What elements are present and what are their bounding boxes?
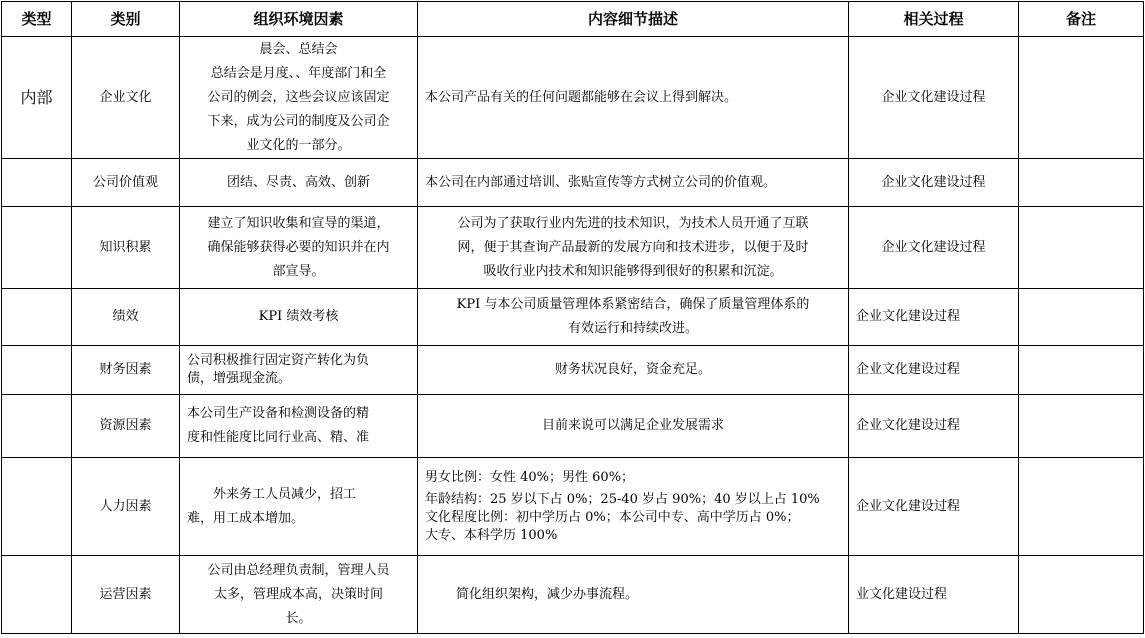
text-line: 确保能够获得必要的知识并在内 xyxy=(207,239,390,255)
cell-type xyxy=(2,346,72,395)
table-row xyxy=(2,159,1144,207)
cell-factor xyxy=(180,458,418,556)
text-line: 下来，成为公司的制度及公司企 xyxy=(207,113,390,129)
cell-category: 运营因素 xyxy=(72,556,180,634)
table-row xyxy=(2,395,1144,458)
org-environment-table xyxy=(1,1,1144,634)
cell-process: 企业文化建设过程 xyxy=(849,346,1019,395)
cell-factor xyxy=(180,395,418,458)
cell-note xyxy=(1019,395,1144,458)
header-factor: 组织环境因素 xyxy=(180,2,418,37)
text-line: 债，增强现金流。 xyxy=(187,371,292,386)
header-process: 相关过程 xyxy=(849,2,1019,37)
cell-note xyxy=(1019,289,1144,346)
text-line: 总结会是月度、、年度部门和全 xyxy=(210,65,387,81)
text-line: 业文化的一部分。 xyxy=(246,137,351,153)
text-line: 外来务工人员减少，招工 xyxy=(213,486,357,502)
cell-process: 企业文化建设过程 xyxy=(849,395,1019,458)
cell-factor: 团结、尽责、高效、创新 xyxy=(180,159,418,207)
cell-type xyxy=(2,159,72,207)
cell-factor xyxy=(180,556,418,634)
cell-type xyxy=(2,207,72,289)
text-line: 晨会、总结会 xyxy=(259,41,338,57)
text-line: 网，便于其查询产品最新的发展方向和技术进步，以便于及时 xyxy=(457,239,809,255)
header-row xyxy=(2,2,1144,37)
cell-detail: 本公司在内部通过培训、张贴宣传等方式树立公司的价值观。 xyxy=(418,159,849,207)
text-line: 部宣导。 xyxy=(272,263,325,279)
cell-detail xyxy=(418,37,849,159)
header-note: 备注 xyxy=(1019,2,1144,37)
text-line: KPI 与本公司质量管理体系紧密结合，确保了质量管理体系的 xyxy=(456,297,810,312)
text-line: 公司的例会，这些会议应该固定 xyxy=(207,89,390,105)
cell-note xyxy=(1019,37,1144,159)
text-line: 公司由总经理负责制，管理人员 xyxy=(207,562,390,578)
cell-factor: KPI 绩效考核 xyxy=(180,289,418,346)
text-line: 建立了知识收集和宣导的渠道， xyxy=(207,215,390,231)
table-row xyxy=(2,289,1144,346)
cell-factor xyxy=(180,346,418,395)
table-row xyxy=(2,37,1144,159)
cell-process: 企业文化建设过程 xyxy=(849,289,1019,346)
cell-process: 企业文化建设过程 xyxy=(849,458,1019,556)
cell-type xyxy=(2,289,72,346)
text-line: 本公司产品有关的任何问题都能够在会议上得到解决。 xyxy=(425,89,738,105)
text-line: 度和性能度比同行业高、精、准 xyxy=(187,430,370,445)
table-row xyxy=(2,207,1144,289)
header-detail: 内容细节描述 xyxy=(418,2,849,37)
text-line: 太多，管理成本高，决策时间 xyxy=(213,586,383,602)
cell-factor xyxy=(180,207,418,289)
cell-note xyxy=(1019,458,1144,556)
text-line: 年龄结构：25 岁以下占 0%；25-40 岁占 90%；40 岁以上占 10% xyxy=(425,491,820,507)
cell-category: 公司价值观 xyxy=(72,159,180,207)
text-line: 男女比例：女性 40%；男性 60%； xyxy=(425,469,635,485)
text-line: 公司积极推行固定资产转化为负 xyxy=(187,353,370,368)
cell-type xyxy=(2,395,72,458)
cell-process: 企业文化建设过程 xyxy=(849,159,1019,207)
table-row xyxy=(2,346,1144,395)
text-line: 长。 xyxy=(285,610,312,626)
cell-note xyxy=(1019,556,1144,634)
cell-type: 内部 xyxy=(2,37,72,159)
cell-note xyxy=(1019,346,1144,395)
table-row xyxy=(2,458,1144,556)
cell-category: 绩效 xyxy=(72,289,180,346)
cell-note xyxy=(1019,159,1144,207)
cell-category: 资源因素 xyxy=(72,395,180,458)
header-category: 类别 xyxy=(72,2,180,37)
cell-detail: 财务状况良好，资金充足。 xyxy=(418,346,849,395)
cell-process: 企业文化建设过程 xyxy=(849,37,1019,159)
text-line: 文化程度比例：初中学历占 0%；本公司中专、高中学历占 0%； xyxy=(425,509,800,525)
cell-note xyxy=(1019,207,1144,289)
cell-detail xyxy=(418,289,849,346)
text-line: 公司为了获取行业内先进的技术知识，为技术人员开通了互联 xyxy=(457,215,809,231)
cell-category: 企业文化 xyxy=(72,37,180,159)
cell-category: 人力因素 xyxy=(72,458,180,556)
text-line: 大专、本科学历 100% xyxy=(425,527,558,543)
cell-detail xyxy=(418,458,849,556)
cell-detail xyxy=(418,207,849,289)
cell-category: 财务因素 xyxy=(72,346,180,395)
header-type: 类型 xyxy=(2,2,72,37)
text-line: 吸收行业内技术和知识能够得到很好的积累和沉淀。 xyxy=(483,263,783,279)
cell-category: 知识积累 xyxy=(72,207,180,289)
text-line: 本公司生产设备和检测设备的精 xyxy=(187,406,370,421)
cell-process: 企业文化建设过程 xyxy=(849,207,1019,289)
cell-detail: 目前来说可以满足企业发展需求 xyxy=(418,395,849,458)
cell-process: 业文化建设过程 xyxy=(849,556,1019,634)
text-line: 有效运行和持续改进。 xyxy=(567,321,698,336)
cell-detail: 简化组织架构，减少办事流程。 xyxy=(418,556,849,634)
text-line: 难，用工成本增加。 xyxy=(187,510,305,526)
cell-type xyxy=(2,458,72,556)
table-row xyxy=(2,556,1144,634)
cell-factor xyxy=(180,37,418,159)
cell-type xyxy=(2,556,72,634)
